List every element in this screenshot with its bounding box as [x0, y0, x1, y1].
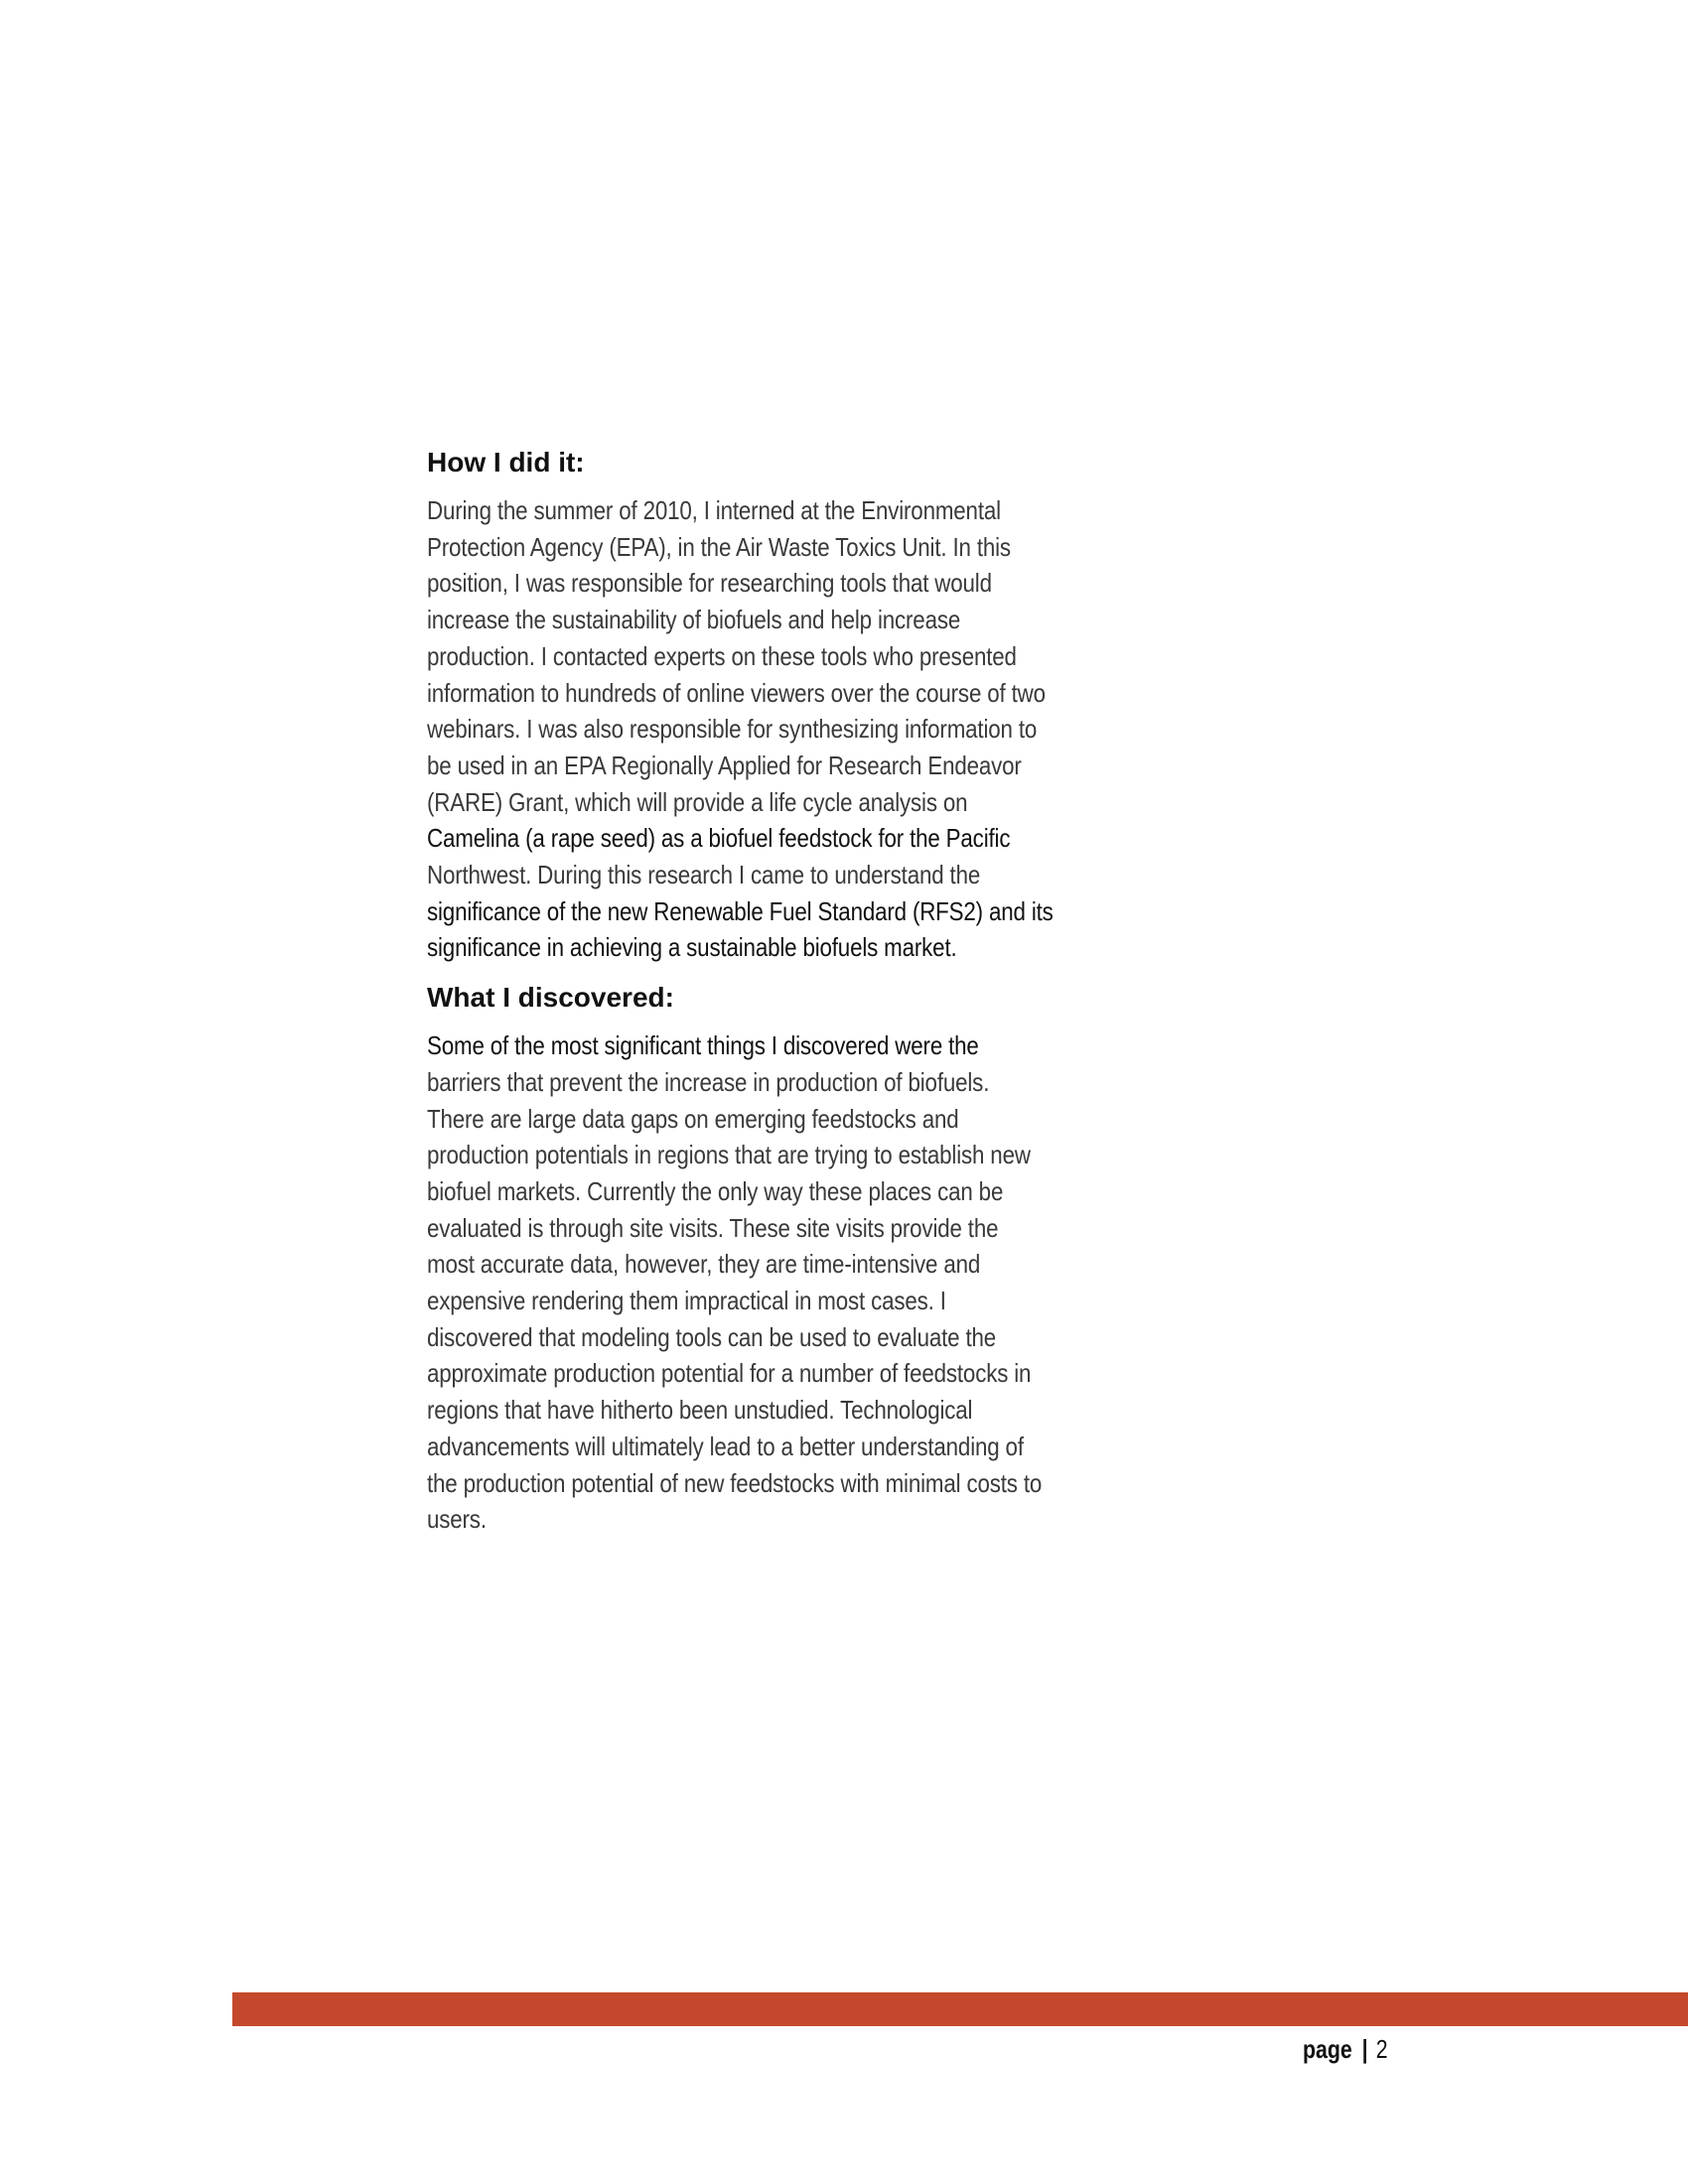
page-footer: [1303, 2033, 1388, 2065]
text-line: expensive rendering them impractical in most cases. I: [427, 1286, 946, 1316]
text-line: regions that have hitherto been unstudied. Technological: [427, 1395, 973, 1426]
text-line: approximate production potential for a number of feedstocks in: [427, 1358, 1032, 1389]
text-line: be used in an EPA Regionally Applied for Research Endeavor: [427, 750, 1022, 780]
text-line: advancements will ultimately lead to a better understanding of: [427, 1431, 1024, 1461]
text-line: There are large data gaps on emerging feedstocks and: [427, 1103, 959, 1134]
text-line: significance in achieving a sustainable biofuels market.: [427, 932, 957, 963]
document-body: [427, 445, 1122, 1538]
text-line: webinars. I was also responsible for synthesizing information to: [427, 714, 1038, 745]
text-line: Northwest. During this research I came to understand the: [427, 860, 981, 890]
text-line: production. I contacted experts on these tools who presented: [427, 640, 1017, 671]
text-line: barriers that prevent the increase in production of biofuels.: [427, 1066, 990, 1097]
text-line: the production potential of new feedstocks with minimal costs to: [427, 1467, 1043, 1498]
text-line: Camelina (a rape seed) as a biofuel feedstock for the Pacific: [427, 823, 1011, 854]
text-line: position, I was responsible for researching tools that would: [427, 568, 992, 599]
section-heading-discovered: What I discovered:: [427, 982, 674, 1014]
text-line: discovered that modeling tools can be used to evaluate the: [427, 1321, 997, 1352]
page-number: 2: [1375, 2034, 1388, 2064]
text-line: Protection Agency (EPA), in the Air Waste Toxics Unit. In this: [427, 531, 1011, 562]
text-line: (RARE) Grant, which will provide a life cycle analysis on: [427, 786, 968, 817]
text-line: most accurate data, however, they are time-intensive and: [427, 1249, 981, 1280]
section-paragraph-how: [427, 492, 1122, 966]
text-line: production potentials in regions that are trying to establish new: [427, 1140, 1031, 1170]
text-line: evaluated is through site visits. These site visits provide the: [427, 1212, 999, 1243]
text-line: biofuel markets. Currently the only way these places can be: [427, 1175, 1004, 1206]
page-separator: |: [1361, 2034, 1368, 2064]
text-line: Some of the most significant things I discovered were the: [427, 1030, 979, 1061]
section-heading-how: How I did it:: [427, 447, 585, 478]
text-line: During the summer of 2010, I interned at the Environmental: [427, 495, 1001, 525]
text-line: increase the sustainability of biofuels and help increase: [427, 605, 961, 635]
section-paragraph-discovered: [427, 1027, 1122, 1538]
footer-accent-bar: [232, 1992, 1688, 2026]
text-line: information to hundreds of online viewers over the course of two: [427, 677, 1046, 708]
page-label: page: [1303, 2034, 1352, 2064]
text-line: significance of the new Renewable Fuel Standard (RFS2) and its: [427, 895, 1054, 926]
text-line: users.: [427, 1504, 487, 1535]
